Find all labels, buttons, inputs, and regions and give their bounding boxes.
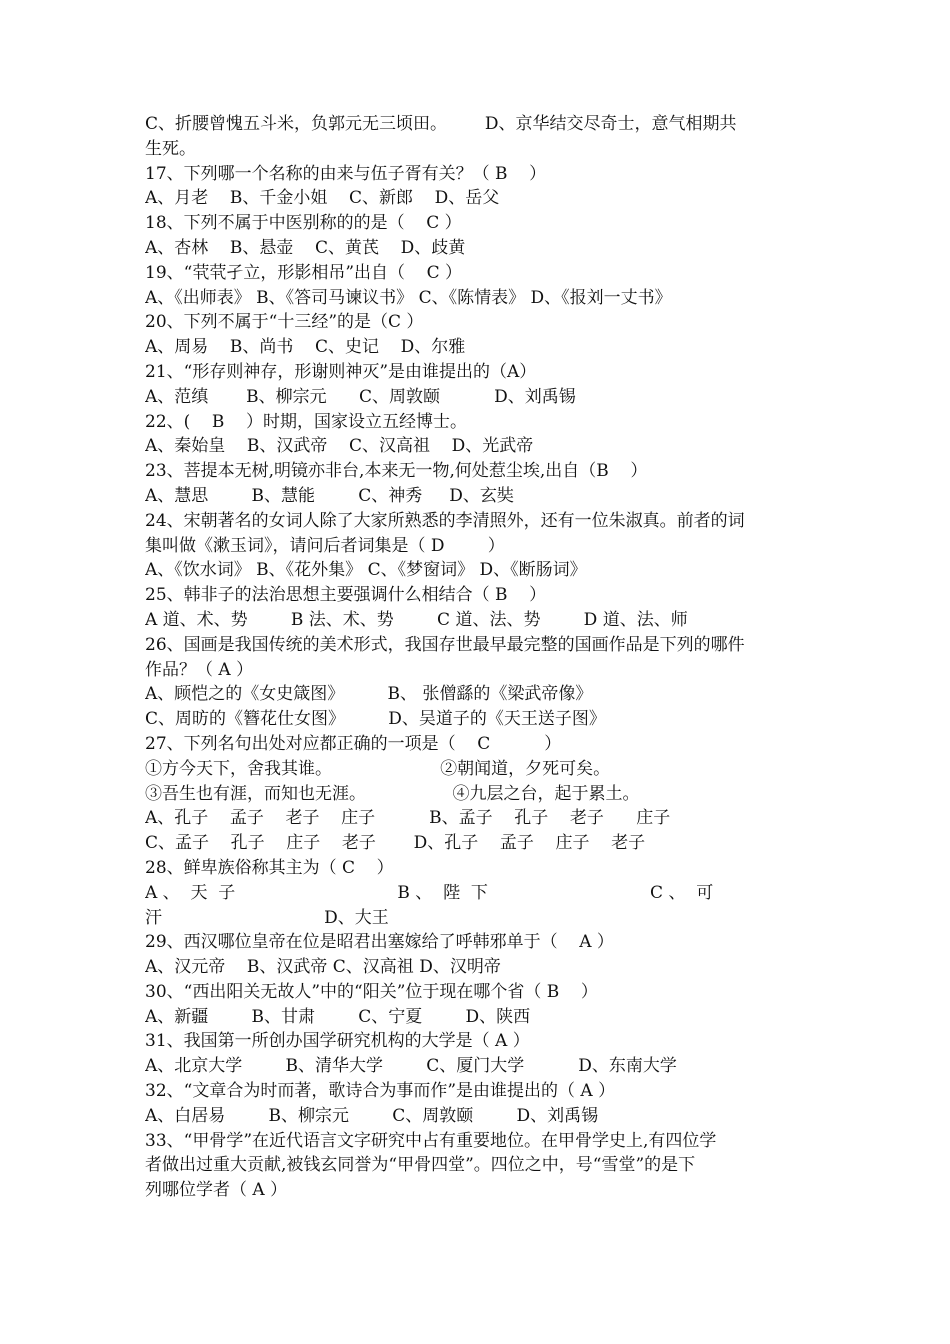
options-18: A、杏林 B、悬壶 C、黄芪 D、歧黄 xyxy=(145,237,466,258)
options-27-ab: A、孔子 孟子 老子 庄子 B、孟子 孔子 老子 庄子 xyxy=(145,808,671,829)
question-26-cont: 作品？（ A ） xyxy=(145,659,254,680)
question-18: 18、下列不属于中医别称的的是（ C ） xyxy=(145,213,462,234)
options-27-cd: C、孟子 孔子 庄子 老子 D、孔子 孟子 庄子 老子 xyxy=(145,833,646,854)
options-25: A 道、术、势 B 法、术、势 C 道、法、势 D 道、法、师 xyxy=(145,609,688,630)
options-31: A、北京大学 B、清华大学 C、厦门大学 D、东南大学 xyxy=(145,1056,677,1077)
options-30: A、新疆 B、甘肃 C、宁夏 D、陕西 xyxy=(145,1006,531,1027)
options-29: A、汉元帝 B、汉武帝 C、汉高祖 D、汉明帝 xyxy=(145,957,501,978)
question-30: 30、“西出阳关无故人”中的“阳关”位于现在哪个省（ B ） xyxy=(145,981,598,1002)
text-line: 生死。 xyxy=(145,138,196,159)
options-26-ab: A、顾恺之的《女史箴图》 B、 张僧繇的《梁武帝像》 xyxy=(145,684,593,705)
options-22: A、秦始皇 B、汉武帝 C、汉高祖 D、光武帝 xyxy=(145,436,534,457)
question-23: 23、菩提本无树,明镜亦非台,本来无一物,何处惹尘埃,出自（B ） xyxy=(145,461,648,482)
quotes-27-34: ③吾生也有涯，而知也无涯。 ④九层之台，起于累土。 xyxy=(145,783,640,804)
options-24: A、《饮水词》 B、《花外集》 C、《梦窗词》 D、《断肠词》 xyxy=(145,560,587,581)
question-21: 21、“形存则神存，形谢则神灭”是由谁提出的（A） xyxy=(145,361,537,382)
options-19: A、《出师表》 B、《答司马谏议书》 C、《陈情表》 D、《报刘一丈书》 xyxy=(145,287,672,308)
question-33-cont: 者做出过重大贡献,被钱玄同誉为“甲骨四堂”。四位之中，号“雪堂”的是下 xyxy=(145,1155,696,1176)
question-29: 29、西汉哪位皇帝在位是昭君出塞嫁给了呼韩邪单于（ A ） xyxy=(145,932,614,953)
quotes-27-12: ①方今天下，舍我其谁。 ②朝闻道，夕死可矣。 xyxy=(145,758,611,779)
question-33: 33、“甲骨学”在近代语言文字研究中占有重要地位。在甲骨学史上,有四位学 xyxy=(145,1130,717,1151)
question-24: 24、宋朝著名的女词人除了大家所熟悉的李清照外，还有一位朱淑真。前者的词 xyxy=(145,510,745,531)
options-28: A 、 天 子 B 、 陛 下 C 、 可 xyxy=(145,882,714,903)
question-24-cont: 集叫做《漱玉词》，请问后者词集是（ D ） xyxy=(145,535,505,556)
options-26-cd: C、周昉的《簪花仕女图》 D、吴道子的《天王送子图》 xyxy=(145,709,606,730)
question-17: 17、下列哪一个名称的由来与伍子胥有关？（ B ） xyxy=(145,163,547,184)
question-22: 22、( B ）时期，国家设立五经博士。 xyxy=(145,411,467,432)
options-32: A、白居易 B、柳宗元 C、周敦颐 D、刘禹锡 xyxy=(145,1105,599,1126)
question-25: 25、韩非子的法治思想主要强调什么相结合（ B ） xyxy=(145,585,547,606)
question-28: 28、鲜卑族俗称其主为（ C ） xyxy=(145,857,394,878)
text-line: C、折腰曾愧五斗米，负郭元无三顷田。 D、京华结交尽奇士，意气相期共 xyxy=(145,114,737,134)
question-20: 20、下列不属于“十三经”的是（C ） xyxy=(145,312,424,333)
question-27: 27、下列名句出处对应都正确的一项是（ C ） xyxy=(145,733,562,754)
options-23: A、慧思 B、慧能 C、神秀 D、玄奘 xyxy=(145,485,514,506)
question-32: 32、“文章合为时而著，歌诗合为事而作”是由谁提出的（ A ） xyxy=(145,1081,616,1102)
question-19: 19、“茕茕孑立，形影相吊”出自（ C ） xyxy=(145,262,463,283)
options-20: A、周易 B、尚书 C、史记 D、尔雅 xyxy=(145,337,466,358)
document-body xyxy=(145,112,810,1203)
options-28-cont: 汗 D、大王 xyxy=(145,907,389,928)
question-31: 31、我国第一所创办国学研究机构的大学是（ A ） xyxy=(145,1031,530,1052)
question-26: 26、国画是我国传统的美术形式，我国存世最早最完整的国画作品是下列的哪件 xyxy=(145,634,745,655)
options-17: A、月老 B、千金小姐 C、新郎 D、岳父 xyxy=(145,188,500,209)
question-33-end: 列哪位学者（ A ） xyxy=(145,1180,288,1201)
options-21: A、范缜 B、柳宗元 C、周敦颐 D、刘禹锡 xyxy=(145,386,576,407)
